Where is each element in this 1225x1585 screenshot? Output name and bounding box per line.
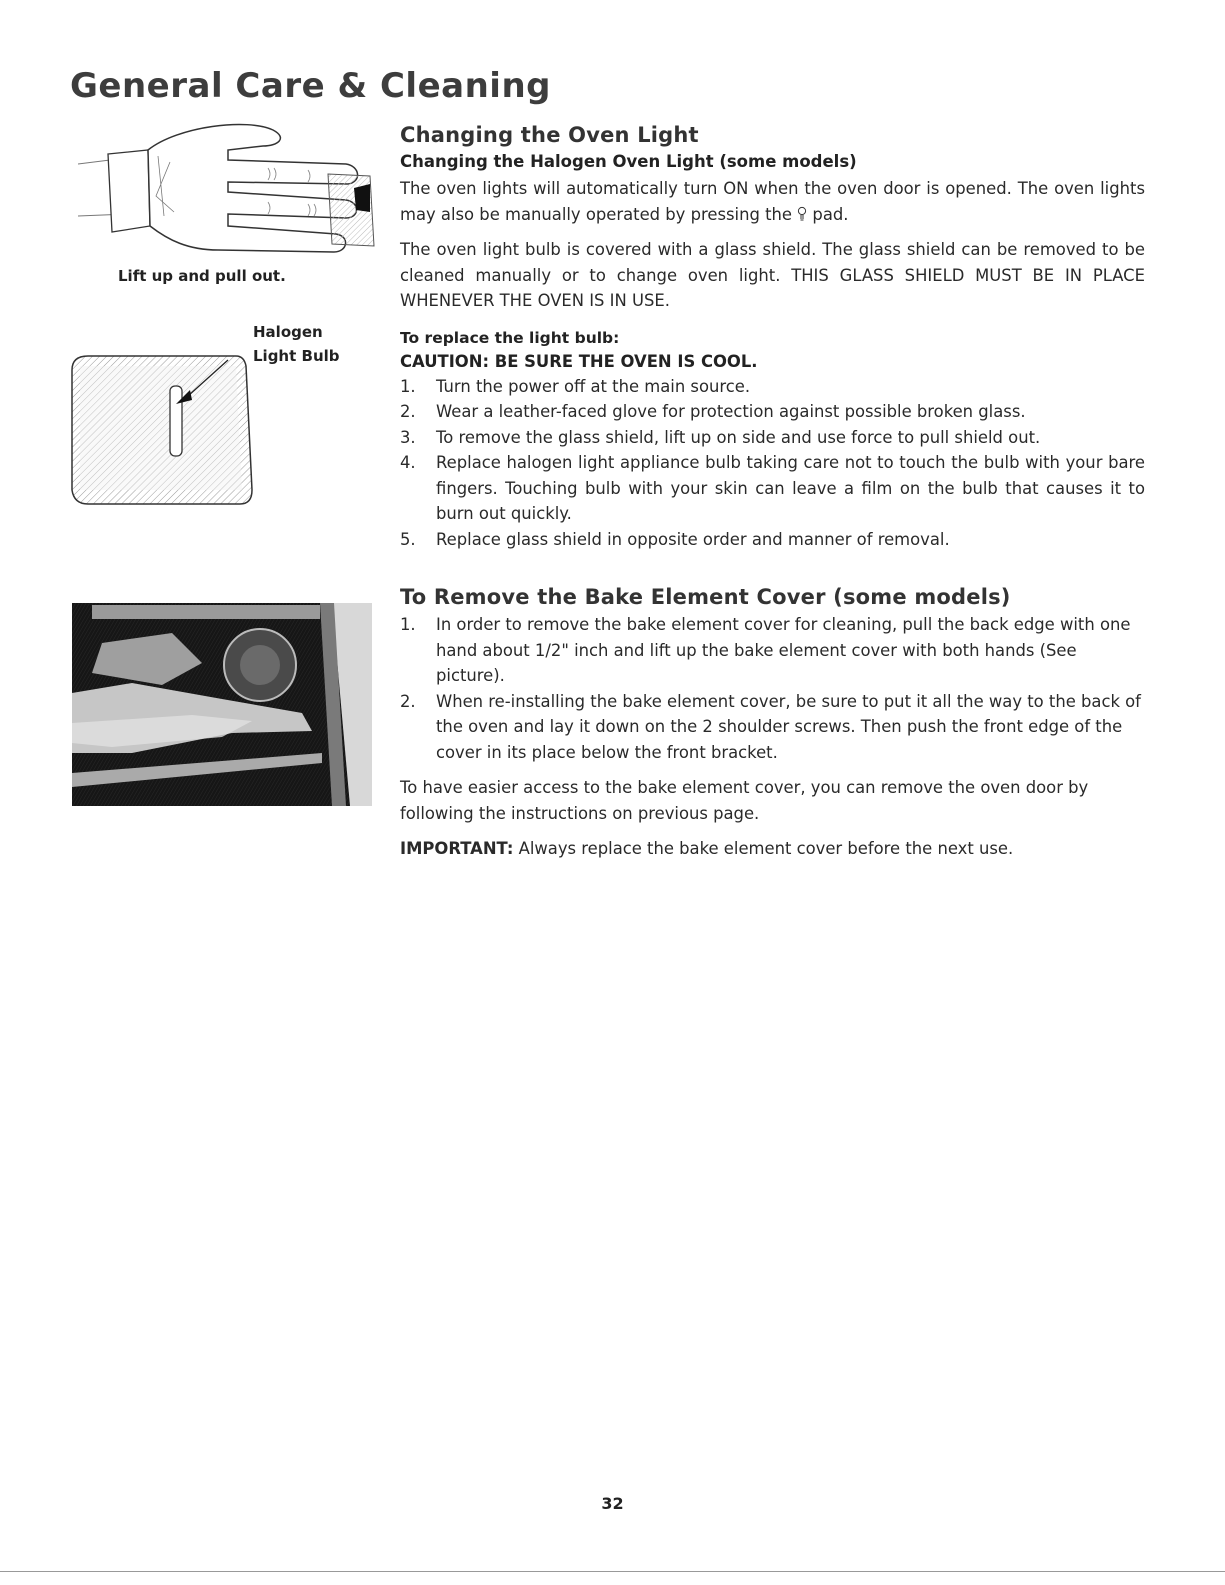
- caution-text: CAUTION: BE SURE THE OVEN IS COOL.: [400, 351, 758, 371]
- important-text: Always replace the bake element cover before the next use.: [518, 839, 1014, 858]
- para1-text-end: pad.: [812, 204, 849, 224]
- bulb-label-line1: Halogen: [253, 323, 323, 341]
- list-item: 3. To remove the glass shield, lift up on side and use force to pull shield out.: [400, 427, 1041, 447]
- bake-element-heading: To Remove the Bake Element Cover (some models): [400, 585, 1011, 609]
- para1-text: The oven lights will automatically turn ON when the oven door is opened. The oven lights may also be manually operated by pressing the: [400, 179, 1145, 224]
- replace-bulb-heading: To replace the light bulb:: [400, 328, 620, 347]
- list-item: 2. When re-installing the bake element cover, be sure to put it all the way to the back of the oven and lay it down on the 2 shoulder screws. Then push the front edge of the cover in its place below the front bracket.: [400, 691, 1141, 762]
- main-content: [400, 120, 1145, 862]
- oven-light-paragraph-1: [400, 176, 1145, 227]
- replace-bulb-steps: [400, 374, 1145, 553]
- bottom-divider: [0, 1571, 1225, 1572]
- glove-illustration: [78, 116, 378, 266]
- page-number: 32: [601, 1494, 624, 1513]
- important-label: IMPORTANT:: [400, 839, 514, 858]
- page-title: General Care & Cleaning: [70, 66, 551, 106]
- oven-light-heading: Changing the Oven Light: [400, 123, 699, 147]
- bake-element-steps: [400, 612, 1145, 765]
- halogen-subheading: Changing the Halogen Oven Light (some models): [400, 152, 857, 171]
- list-item: 1. Turn the power off at the main source.: [400, 376, 751, 396]
- bake-element-photo: [72, 603, 372, 806]
- important-note: [400, 836, 1145, 862]
- glove-caption: Lift up and pull out.: [118, 267, 286, 285]
- access-note: To have easier access to the bake element cover, you can remove the oven door by following the instructions on previous page.: [400, 778, 1089, 823]
- list-item: 5. Replace glass shield in opposite order and manner of removal.: [400, 529, 950, 549]
- halogen-bulb-illustration: [66, 340, 261, 515]
- list-item: 4. Replace halogen light appliance bulb taking care not to touch the bulb with your bare fingers. Touching bulb with your skin can leave a film on the bulb that causes it to burn out quickly.: [400, 453, 1145, 523]
- bulb-label-line2: Light Bulb: [253, 347, 340, 365]
- light-bulb-icon: [797, 206, 807, 222]
- list-item: 2. Wear a leather-faced glove for protection against possible broken glass.: [400, 402, 1026, 421]
- list-item: 1. In order to remove the bake element cover for cleaning, pull the back edge with one hand about 1/2" inch and lift up the bake element cover with both hands (See picture).: [400, 615, 1131, 685]
- oven-light-paragraph-2: The oven light bulb is covered with a glass shield. The glass shield can be removed to be cleaned manually or to change oven light. THIS GLASS SHIELD MUST BE IN PLACE WHENEVER THE OVEN IS IN USE.: [400, 240, 1145, 310]
